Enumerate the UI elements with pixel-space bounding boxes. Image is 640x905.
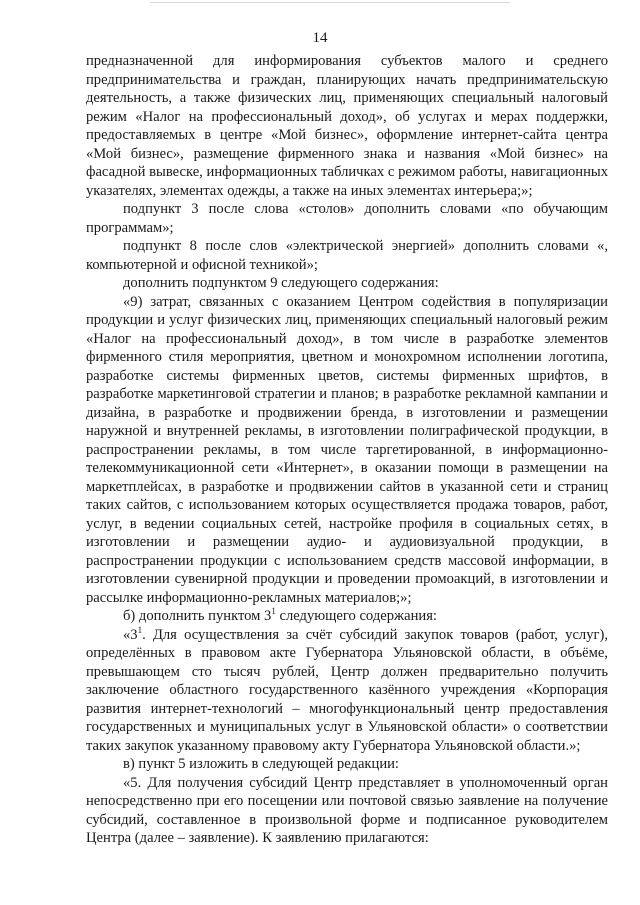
paragraph-add-subpoint-9: дополнить подпунктом 9 следующего содержания: bbox=[123, 275, 439, 291]
paragraph-subpoint-3: подпункт 3 после слова «столов» дополнить словами «по обучающим программам»; bbox=[86, 201, 608, 236]
paragraph-point-5-heading: в) пункт 5 изложить в следующей редакции: bbox=[123, 756, 399, 772]
paragraph-text: следующего содержания: bbox=[275, 608, 437, 624]
paragraph-subpoint-9-text: «9) затрат, связанных с оказанием Центром содействия в популяризации продукции и услуг физических лиц, применяющих специальный налоговый режим «Налог на профессиональный доход», в том числе в разработке элементов фирменного стиля мероприятия, цветном и монохромном исполнении логотипа, разработке системы фирменных цветов, системы фирменных шрифтов, в разработке маркетинговой стратегии и планов; в разработке рекламной кампании и дизайна, в разработке и продвижении бренда, в изготовлении и размещении наружной и внутренней рекламы, в изготовлении полиграфической продукции, в распространении рекламы, в том числе таргетированной, в информационно-телекоммуникационной сети «Интернет», в оказании помощи в размещении на маркетплейсах, в разработке и продвижении сайтов в указанной сети и страниц таких сайтов, с использованием которых осуществляется продажа товаров, работ, услуг, в ведении социальных сетей, настройке профиля в социальных сетях, в изготовлении и размещении аудио- и аудиовизуальной продукции, в распространении продукции с использованием средств массовой информации, в изготовлении сувенирной продукции и проведении промоакций, в изготовлении и рассылке информационно-рекламных материалов;»; bbox=[86, 293, 608, 606]
superscript: 1 bbox=[271, 606, 276, 617]
paragraph-subpoint-8: подпункт 8 после слов «электрической энергией» дополнить словами «, компьютерной и офисной техникой»; bbox=[86, 238, 608, 273]
paragraph-point-3-1-text bbox=[86, 626, 608, 756]
document-body bbox=[86, 52, 608, 848]
paragraph-text: «3 bbox=[123, 626, 138, 643]
paragraph-text: б) дополнить пунктом 3 bbox=[123, 608, 272, 624]
page-number: 14 bbox=[312, 30, 328, 46]
superscript: 1 bbox=[137, 624, 143, 635]
paragraph-add-point-3-1 bbox=[86, 607, 608, 626]
paragraph-continuation: предназначенной для информирования субъектов малого и среднего предпринимательства и граждан, планирующих начать предпринимательскую деятельность, а также физических лиц, применяющих специальный налоговый режим «Налог на профессиональный доход», об услугах и мерах поддержки, предоставляемых в центре «Мой бизнес», оформление интернет-сайта центра «Мой бизнес», размещение фирменного знака и названия «Мой бизнес» на фасадной вывеске, информационных табличках с режимом работы, навигационных указателях, элементах одежды, а также на иных элементах интерьера;»; bbox=[86, 53, 608, 199]
paragraph-text: . Для осуществления за счёт субсидий закупок товаров (работ, услуг), определённых в правовом акте Губернатора Ульяновской области, в объёме, превышающем сто тысяч рублей, Центр должен предварительно получить заключение областного государственного казённого учреждения «Корпорация развития интернет-технологий – многофункциональный центр предоставления государственных и муниципальных услуг в Ульяновской области» о соответствии таких закупок указанному правовому акту Губернатора Ульяновской области.»; bbox=[86, 626, 608, 754]
scan-artifact bbox=[150, 2, 510, 3]
paragraph-point-5-text: «5. Для получения субсидий Центр представляет в уполномоченный орган непосредственно при его посещении или почтовой связью заявление на получение субсидий, составленное в произвольной форме и подписанное руководителем Центра (далее – заявление). К заявлению прилагаются: bbox=[86, 774, 608, 846]
